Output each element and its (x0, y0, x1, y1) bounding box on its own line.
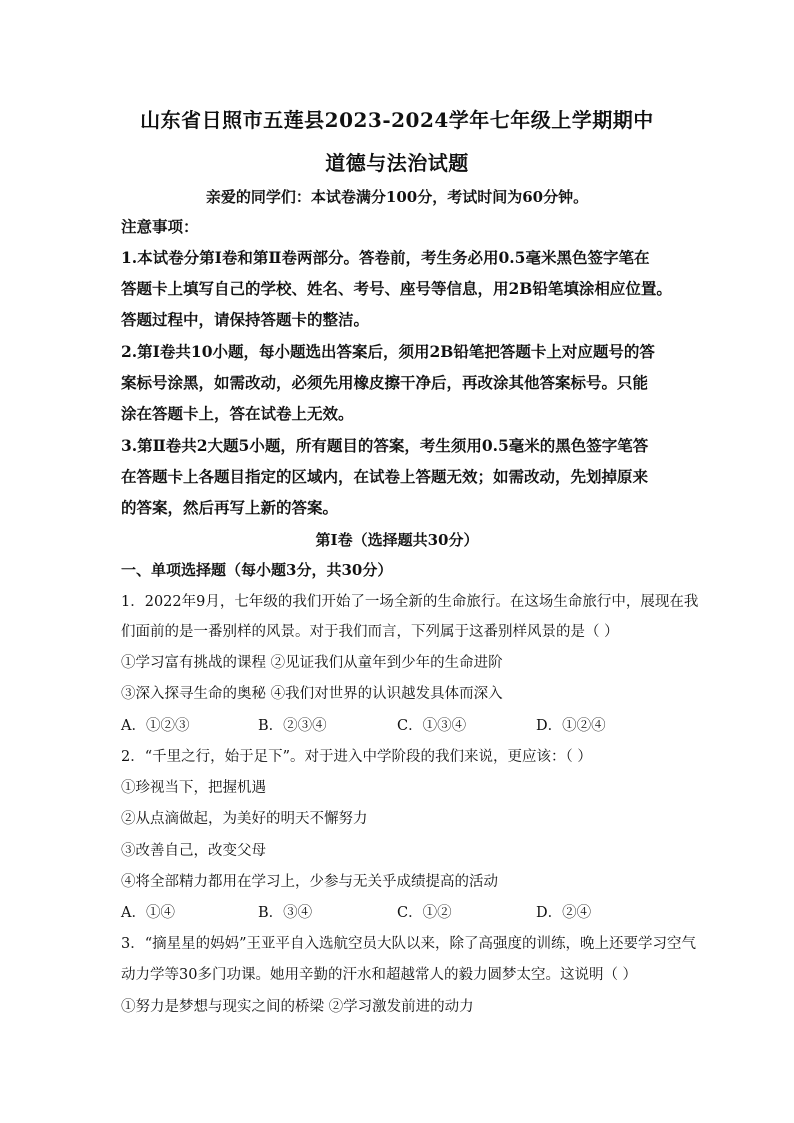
question-item: ①努力是梦想与现实之间的桥梁 ②学习激发前进的动力 (121, 999, 474, 1015)
choice-a: A．①④ (121, 905, 175, 921)
volume-title: 第Ⅰ卷（选择题共30分） (315, 531, 479, 549)
notice-line: 3.第Ⅱ卷共2大题5小题，所有题目的答案，考生须用0.5毫米的黑色签字笔答 (121, 436, 649, 455)
choice-d: D．①②④ (536, 718, 606, 734)
notice-line: 1.本试卷分第Ⅰ卷和第Ⅱ卷两部分。答卷前，考生务必用0.5毫米黑色签字笔在 (121, 248, 650, 267)
question-stem: 1．2022年9月，七年级的我们开始了一场全新的生命旅行。在这场生命旅行中，展现在我 (121, 594, 699, 610)
notice-line: 案标号涂黑，如需改动，必须先用橡皮擦干净后，再改涂其他答案标号。只能 (121, 373, 649, 392)
notice-heading: 注意事项： (121, 217, 199, 236)
question-item: ②从点滴做起，为美好的明天不懈努力 (121, 811, 368, 827)
notice-line: 在答题卡上各题目指定的区域内，在试卷上答题无效；如需改动，先划掉原来 (121, 467, 649, 486)
part-title: 一、单项选择题（每小题3分，共30分） (121, 561, 393, 579)
notice-line: 答题过程中，请保持答题卡的整洁。 (121, 310, 370, 329)
notice-line: 的答案，然后再写上新的答案。 (121, 498, 339, 517)
notice-line: 2.第Ⅰ卷共10小题，每小题选出答案后，须用2B铅笔把答题卡上对应题号的答 (121, 342, 655, 361)
notice-line: 涂在答题卡上，答在试卷上无效。 (121, 404, 354, 423)
exam-title-line2: 道德与法治试题 (325, 151, 469, 175)
notice-line: 答题卡上填写自己的学校、姓名、考号、座号等信息，用2B铅笔填涂相应位置。 (121, 279, 672, 298)
question-stem: 们面前的是一番别样的风景。对于我们而言，下列属于这番别样风景的是（ ） (121, 624, 619, 640)
choice-b: B．③④ (258, 905, 313, 921)
question-stem: 2．“千里之行，始于足下”。对于进入中学阶段的我们来说，更应该：（ ） (121, 749, 592, 765)
choice-c: C．①② (397, 905, 452, 921)
exam-intro: 亲爱的同学们：本试卷满分100分，考试时间为60分钟。 (205, 188, 589, 206)
question-item: ①珍视当下，把握机遇 (121, 780, 266, 796)
question-item: ③深入探寻生命的奥秘 ④我们对世界的认识越发具体而深入 (121, 686, 503, 702)
choice-d: D．②④ (536, 905, 592, 921)
choice-c: C．①③④ (397, 718, 467, 734)
question-stem: 3．“摘星星的妈妈”王亚平自入选航空员大队以来，除了高强度的训练，晚上还要学习空气 (121, 936, 697, 952)
question-item: ④将全部精力都用在学习上，少参与无关乎成绩提高的活动 (121, 874, 498, 890)
question-item: ③改善自己，改变父母 (121, 843, 266, 859)
question-item: ①学习富有挑战的课程 ②见证我们从童年到少年的生命进阶 (121, 655, 503, 671)
question-stem: 动力学等30多门功课。她用辛勤的汗水和超越常人的毅力圆梦太空。这说明（ ） (121, 967, 638, 983)
choice-b: B．②③④ (258, 718, 327, 734)
choice-a: A．①②③ (121, 718, 190, 734)
exam-title-line1: 山东省日照市五莲县2023-2024学年七年级上学期期中 (140, 108, 654, 132)
